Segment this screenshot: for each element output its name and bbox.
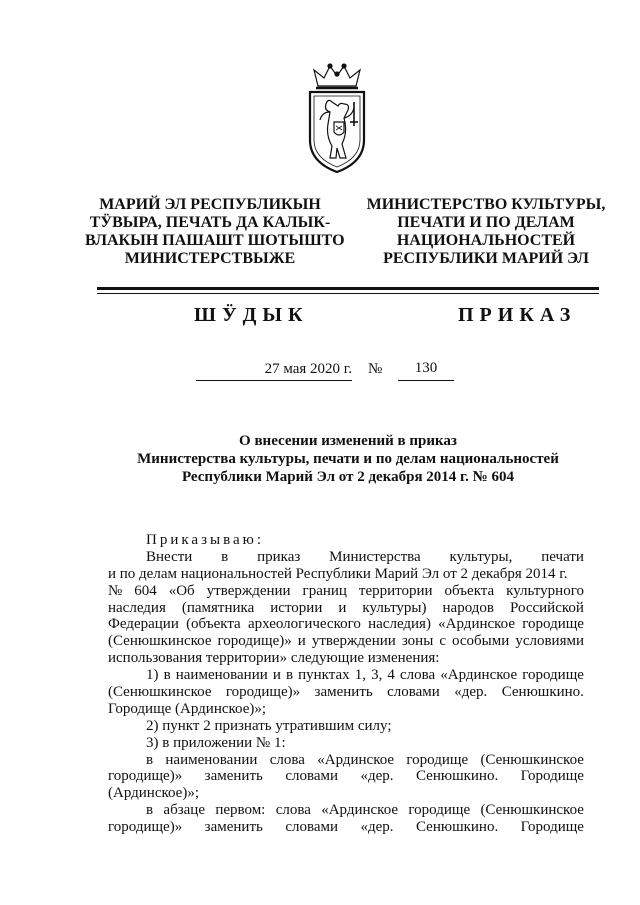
body-line <box>108 667 584 684</box>
body-line <box>108 616 584 633</box>
word: словами <box>387 684 440 701</box>
word: народов <box>442 599 494 616</box>
word: городище)» <box>217 633 292 650</box>
word: (Сенюшкинское <box>480 751 584 768</box>
word: «дер. <box>360 819 394 836</box>
word: 4 <box>387 667 395 684</box>
body-line <box>108 802 584 819</box>
body-line <box>108 819 584 836</box>
order-date: 27 мая 2020 г. <box>196 360 352 381</box>
word: Сенюшкино. <box>415 768 499 785</box>
word: слова <box>275 802 311 819</box>
word: утверждении <box>206 582 291 599</box>
word: истории <box>270 599 323 616</box>
word: Сенюшкино. <box>501 684 584 701</box>
word: Городище <box>520 819 584 836</box>
word: зоны <box>401 633 434 650</box>
word: (Сенюшкинское <box>108 684 212 701</box>
body-line <box>108 768 584 785</box>
word: Федерации <box>108 616 179 633</box>
word: в <box>285 667 294 684</box>
word: наследия) <box>368 616 431 633</box>
word: и <box>338 599 347 616</box>
word: городище)» <box>108 819 183 836</box>
body-line <box>108 633 584 650</box>
coat-of-arms-emblem <box>304 62 370 174</box>
word: в <box>146 802 154 819</box>
word: Министерства <box>329 548 421 565</box>
body-line: (Ардинское)»; <box>108 785 200 802</box>
body-line <box>108 549 584 566</box>
body-line <box>108 583 584 600</box>
order-number: 130 <box>398 360 454 381</box>
word: (объекта <box>186 616 241 633</box>
word: археологического <box>247 616 361 633</box>
word: условиями <box>515 633 584 650</box>
word: Сенюшкино. <box>415 819 499 836</box>
word: слова <box>399 667 436 684</box>
word: наследия <box>108 599 166 616</box>
word: заменить <box>204 768 263 785</box>
word: печати <box>541 548 584 565</box>
word: границ <box>302 582 347 599</box>
word: (Сенюшкинское <box>108 633 212 650</box>
word: № <box>108 582 123 599</box>
word: и <box>272 667 281 684</box>
word: 3, <box>371 667 383 684</box>
word: (Сенюшкинское <box>480 802 584 819</box>
body-line: 2) пункт 2 признать утратившим силу; <box>146 717 392 734</box>
word: в <box>146 751 154 768</box>
document-type-mari: ШӰДЫК <box>194 304 309 326</box>
word: первом: <box>215 802 266 819</box>
word: «дер. <box>454 684 488 701</box>
word: городище <box>406 751 469 768</box>
word: в <box>221 548 229 565</box>
word: наименовании <box>175 667 268 684</box>
body-line: использования территории» следующие изменения: <box>108 650 440 667</box>
body-line: 3) в приложении № 1: <box>146 734 286 751</box>
organization-name-russian: МИНИСТЕРСТВО КУЛЬТУРЫ, ПЕЧАТИ И ПО ДЕЛАМ НАЦИОНАЛЬНОСТЕЙ РЕСПУБЛИКИ МАРИЙ ЭЛ <box>366 196 606 267</box>
word: 1) <box>146 667 159 684</box>
number-sign: № <box>368 361 383 377</box>
word: Российской <box>509 599 584 616</box>
word: заменить <box>314 684 373 701</box>
word: абзаце <box>163 802 205 819</box>
word: городище)» <box>108 768 183 785</box>
word: 1, <box>354 667 366 684</box>
body-line <box>108 752 584 769</box>
word: «Об <box>168 582 195 599</box>
word: Внести <box>146 548 193 565</box>
word: культуры, <box>449 548 513 565</box>
word: заменить <box>204 819 263 836</box>
body-line <box>108 600 584 617</box>
word: городище <box>522 616 584 633</box>
body-line: и по делам национальностей Республики Марий Эл от 2 декабря 2014 г. <box>108 565 568 582</box>
word: городище <box>522 667 584 684</box>
word: территории <box>358 582 433 599</box>
word: «Ардинское <box>321 802 399 819</box>
word: особыми <box>452 633 510 650</box>
word: пунктах <box>298 667 350 684</box>
header-divider-thin <box>97 293 599 294</box>
word: утверждении <box>311 633 396 650</box>
word: культуры) <box>362 599 427 616</box>
word: культурного <box>506 582 584 599</box>
word: и <box>297 633 306 650</box>
word: в <box>163 667 171 684</box>
order-subject: О внесении изменений в приказ Министерства культуры, печати и по делам национальностей Республики Марий Эл от 2 декабря 2014 г. № 604 <box>137 433 559 485</box>
word: городище <box>408 802 471 819</box>
word: наименовании <box>165 751 258 768</box>
word: приказ <box>257 548 301 565</box>
body-line: Приказываю: <box>146 532 264 548</box>
word: «Ардинское <box>317 751 395 768</box>
body-line <box>108 684 584 701</box>
body-line: Городище (Ардинское)»; <box>108 700 267 717</box>
word: (памятника <box>181 599 255 616</box>
word: Городище <box>520 768 584 785</box>
organization-name-mari: МАРИЙ ЭЛ РЕСПУБЛИКЫН ТӰВЫРА, ПЕЧАТЬ ДА КАЛЫК- ВЛАКЫН ПАШАШТ ШОТЫШТО МИНИСТЕРСТВЫЖЕ <box>85 196 345 267</box>
order-body <box>108 532 584 836</box>
word: объекта <box>444 582 495 599</box>
word: городище)» <box>225 684 301 701</box>
word: словами <box>285 819 339 836</box>
header-divider-thick <box>97 287 599 290</box>
word: «Ардинское <box>440 667 518 684</box>
word: словами <box>285 768 339 785</box>
word: «Ардинское <box>438 616 516 633</box>
word: с <box>439 633 446 650</box>
document-type-russian: ПРИКАЗ <box>458 304 577 326</box>
word: слова <box>269 751 305 768</box>
word: «дер. <box>360 768 394 785</box>
word: 604 <box>134 582 157 599</box>
